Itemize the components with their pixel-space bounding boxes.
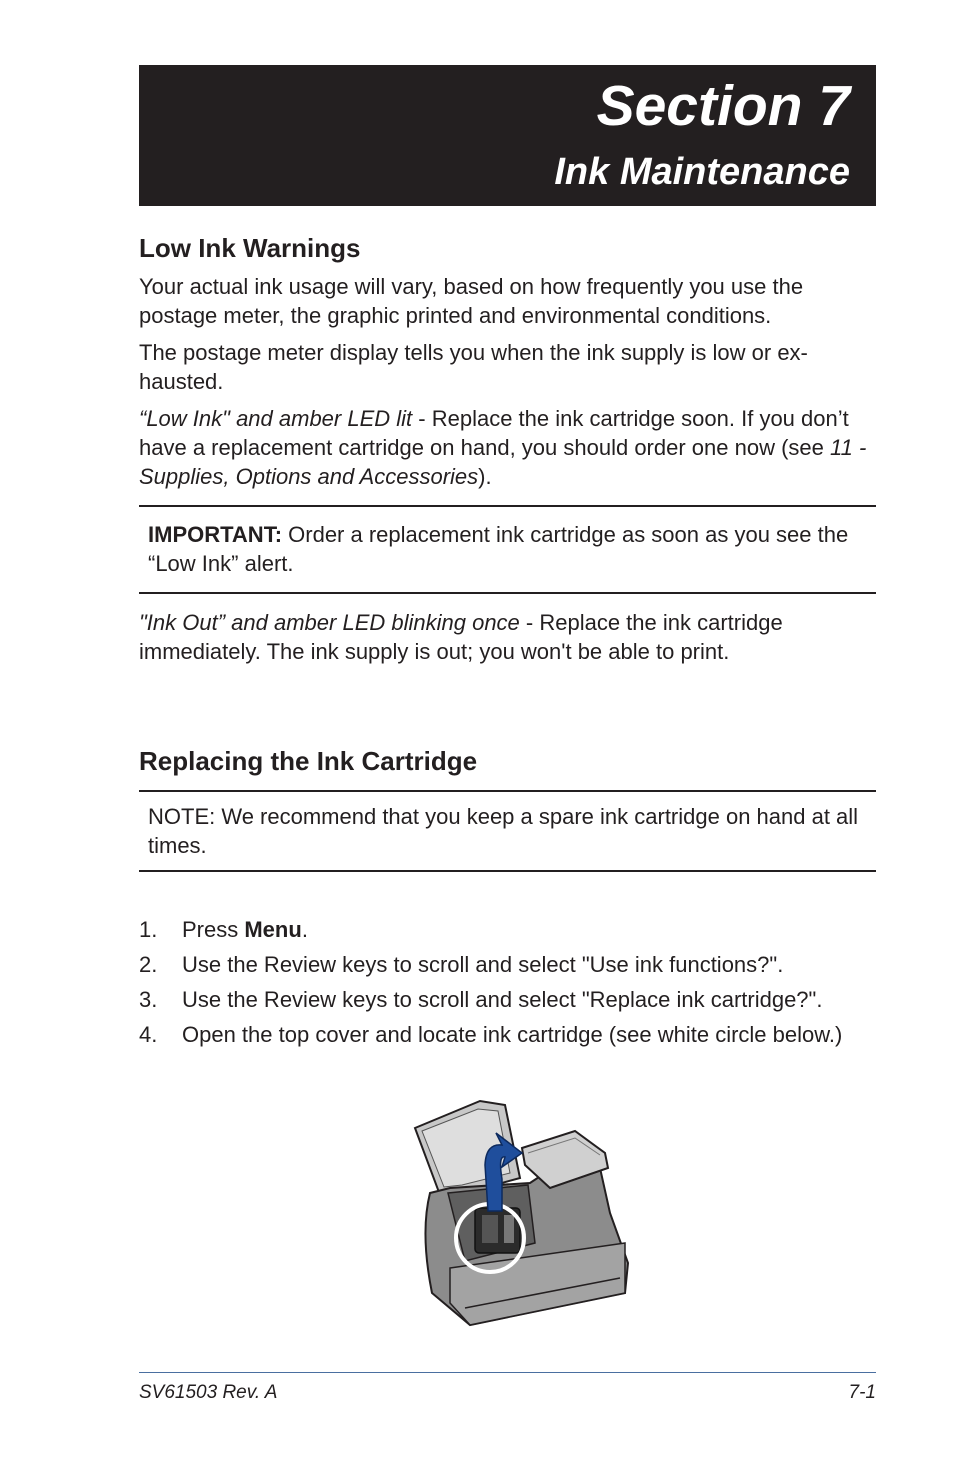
step-number: 1. xyxy=(139,917,158,942)
usage-paragraph: Your actual ink usage will vary, based on how frequently you use the postage meter, the graphic printed and environmental conditions. xyxy=(139,274,804,328)
steps-section xyxy=(139,915,876,1049)
ink-out-text: - Replace the ink cartridge immediately. The ink supply is out; you won't be able to print. xyxy=(139,610,783,664)
low-ink-text: - Replace the ink cartridge soon. If you don’t have a replacement cartridge on hand, you should order one now (see xyxy=(139,406,849,460)
footer-rule xyxy=(139,1372,876,1373)
list-item xyxy=(139,915,876,944)
step-text: Open the top cover and locate ink cartridge (see white circle below.) xyxy=(182,1022,843,1047)
menu-key: Menu xyxy=(244,917,302,942)
step-number: 2. xyxy=(139,952,158,977)
list-item xyxy=(139,985,876,1014)
section-title: Ink Maintenance xyxy=(554,151,850,193)
important-rule-top xyxy=(139,505,876,507)
low-ink-paragraph xyxy=(139,404,876,491)
list-item xyxy=(139,1020,876,1049)
supplies-reference: 11 - Supplies, Options and Accessories xyxy=(139,435,867,489)
low-ink-heading: Low Ink Warnings xyxy=(139,233,361,263)
display-paragraph: The postage meter display tells you when the ink supply is low or ex-hausted. xyxy=(139,340,808,394)
steps-list xyxy=(139,915,876,1049)
list-item xyxy=(139,950,876,979)
low-ink-lead: “Low Ink" and amber LED lit xyxy=(139,406,413,431)
important-callout xyxy=(148,520,868,578)
page-number: 7-1 xyxy=(848,1382,876,1403)
document-id: SV61503 Rev. A xyxy=(139,1382,278,1403)
step-text: Use the Review keys to scroll and select "Replace ink cartridge?". xyxy=(182,987,823,1012)
replacing-section xyxy=(139,745,876,777)
note-rule-bottom xyxy=(139,870,876,872)
step-text-end: . xyxy=(301,917,308,942)
note-rule-top xyxy=(139,790,876,792)
important-label: IMPORTANT: xyxy=(148,522,283,547)
step-number: 4. xyxy=(139,1022,158,1047)
step-text: Use the Review keys to scroll and select "Use ink functions?". xyxy=(182,952,784,977)
replacing-heading: Replacing the Ink Cartridge xyxy=(139,746,478,776)
important-text: Order a replacement ink cartridge as soon as you see the “Low Ink” alert. xyxy=(148,522,849,576)
important-rule-bottom xyxy=(139,592,876,594)
ink-out-paragraph xyxy=(139,608,876,666)
ink-out-lead: "Ink Out” and amber LED blinking once xyxy=(139,610,520,635)
note-callout: NOTE: We recommend that you keep a spare ink cartridge on hand at all times. xyxy=(148,804,859,858)
step-number: 3. xyxy=(139,987,158,1012)
low-ink-section xyxy=(139,232,876,491)
low-ink-text-end: ). xyxy=(478,464,492,489)
postage-meter-illustration xyxy=(410,1093,635,1331)
step-text: Press xyxy=(182,917,245,942)
section-banner xyxy=(139,65,876,206)
section-number: Section 7 xyxy=(596,74,850,138)
